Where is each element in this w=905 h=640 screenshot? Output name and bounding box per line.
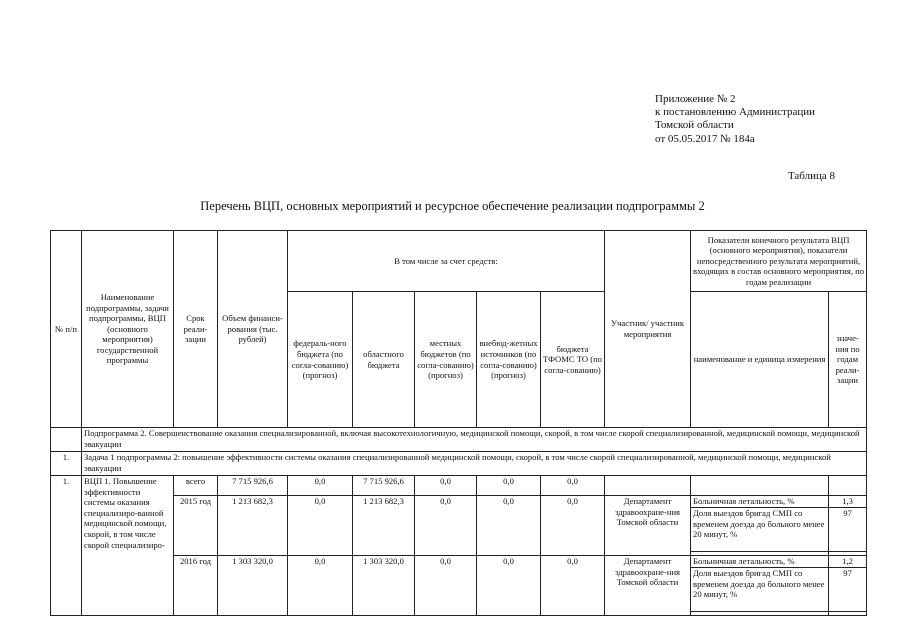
row-total-term: всего: [174, 476, 218, 496]
vcp-name: ВЦП 1. Повышение эффективности системы оказания специализиро-ванной медицинской помощи, скорой, в том числе скорой специализиро-: [82, 476, 174, 616]
header-participant: Участник/ участник мероприятия: [605, 231, 691, 428]
row-2016-tfoms: 0,0: [541, 556, 605, 616]
program-table: [50, 230, 867, 616]
row-2016-volume: 1 303 320,0: [218, 556, 288, 616]
appendix-line-1: Приложение № 2: [655, 93, 736, 105]
header-including: В том числе за счет средств:: [288, 231, 605, 292]
document-title: Перечень ВЦП, основных мероприятий и ресурсное обеспечение реализации подпрограммы 2: [200, 199, 705, 213]
row-2016-ind1-name: Больничная летальность, %: [691, 556, 829, 568]
row-total-federal: 0,0: [288, 476, 353, 496]
table-number: Таблица 8: [787, 170, 835, 182]
row-2016-extra: 0,0: [477, 556, 541, 616]
header-volume: Объем финанси-рования (тыс. рублей): [218, 231, 288, 428]
vcp-num: 1.: [51, 476, 82, 616]
appendix-line-2: к постановлению Администрации: [655, 106, 816, 119]
task-num: 1.: [51, 452, 82, 476]
appendix-line-4: от 05.05.2017 № 184а: [655, 132, 755, 145]
header-extra: внебюд-жетных источников (по согла-сованию) (прогноз): [477, 292, 541, 428]
row-2016-ind2-value: 97: [829, 568, 867, 612]
row-2016-local: 0,0: [415, 556, 477, 616]
row-total-extra: 0,0: [477, 476, 541, 496]
header-local: местных бюджетов (по согла-сованию) (прогноз): [415, 292, 477, 428]
row-2015-volume: 1 213 682,3: [218, 496, 288, 556]
row-2015-participant: Департамент здравоохране-ния Томской области: [605, 496, 691, 556]
header-federal: федераль-ного бюджета (по согла-сованию) (прогноз): [288, 292, 353, 428]
row-2016-term: 2016 год: [174, 556, 218, 616]
header-indicator-value: значе-ния по годам реали-зации: [829, 292, 867, 428]
header-indicators: Показатели конечного результата ВЦП (основного мероприятия), показатели непосредственного результата мероприятий, входящих в состав основного мероприятия, по годам реализации: [691, 231, 867, 292]
row-2015-tfoms: 0,0: [541, 496, 605, 556]
row-2016-regional: 1 303 320,0: [353, 556, 415, 616]
row-2015-regional: 1 213 682,3: [353, 496, 415, 556]
row-2016-ind1-value: 1,2: [829, 556, 867, 568]
row-2015-ind2-name: Доля выездов бригад СМП со временем доезда до больного менее 20 минут, %: [691, 508, 829, 552]
row-2016-spacer-name: [691, 612, 829, 616]
header-term: Срок реали-зации: [174, 231, 218, 428]
header-num: № п/п: [51, 231, 82, 428]
row-2015-local: 0,0: [415, 496, 477, 556]
header-indicator-name: наименование и единица измерения: [691, 292, 829, 428]
appendix-block: [655, 93, 815, 146]
row-total-local: 0,0: [415, 476, 477, 496]
appendix-line-3: Томской области: [655, 119, 734, 132]
row-2015-ind2-value: 97: [829, 508, 867, 552]
row-2015-term: 2015 год: [174, 496, 218, 556]
row-total-tfoms: 0,0: [541, 476, 605, 496]
row-total-participant: [605, 476, 691, 496]
row-total-volume: 7 715 926,6: [218, 476, 288, 496]
header-regional: областного бюджета: [353, 292, 415, 428]
row-2016-ind2-name: Доля выездов бригад СМП со временем доезда до больного менее 20 минут, %: [691, 568, 829, 612]
row-total-ind-name: [691, 476, 829, 496]
row-2015-ind1-name: Больничная летальность, %: [691, 496, 829, 508]
row-2015-extra: 0,0: [477, 496, 541, 556]
row-2016-participant: Департамент здравоохране-ния Томской области: [605, 556, 691, 616]
row-total-ind-value: [829, 476, 867, 496]
header-name: Наименование подпрограммы, задачи подпрограммы, ВЦП (основного мероприятия) государственной программы: [82, 231, 174, 428]
subprogram-row: Подпрограмма 2. Совершенствование оказания специализированной, включая высокотехнологичную, медицинской помощи, скорой, в том числе скорой специализированной, медицинской помощи, медицинской эвакуации: [82, 428, 867, 452]
row-2015-ind1-value: 1,3: [829, 496, 867, 508]
task-row: Задача 1 подпрограммы 2: повышение эффективности системы оказания специализированной медицинской помощи, скорой, в том числе скорой специализированной, медицинской помощи, медицинской эвакуации: [82, 452, 867, 476]
header-tfoms: бюджета ТФОМС ТО (по согла-сованию): [541, 292, 605, 428]
row-total-regional: 7 715 926,6: [353, 476, 415, 496]
row-2016-federal: 0,0: [288, 556, 353, 616]
row-2015-federal: 0,0: [288, 496, 353, 556]
subprogram-num-cell: [51, 428, 82, 452]
row-2016-spacer-value: [829, 612, 867, 616]
